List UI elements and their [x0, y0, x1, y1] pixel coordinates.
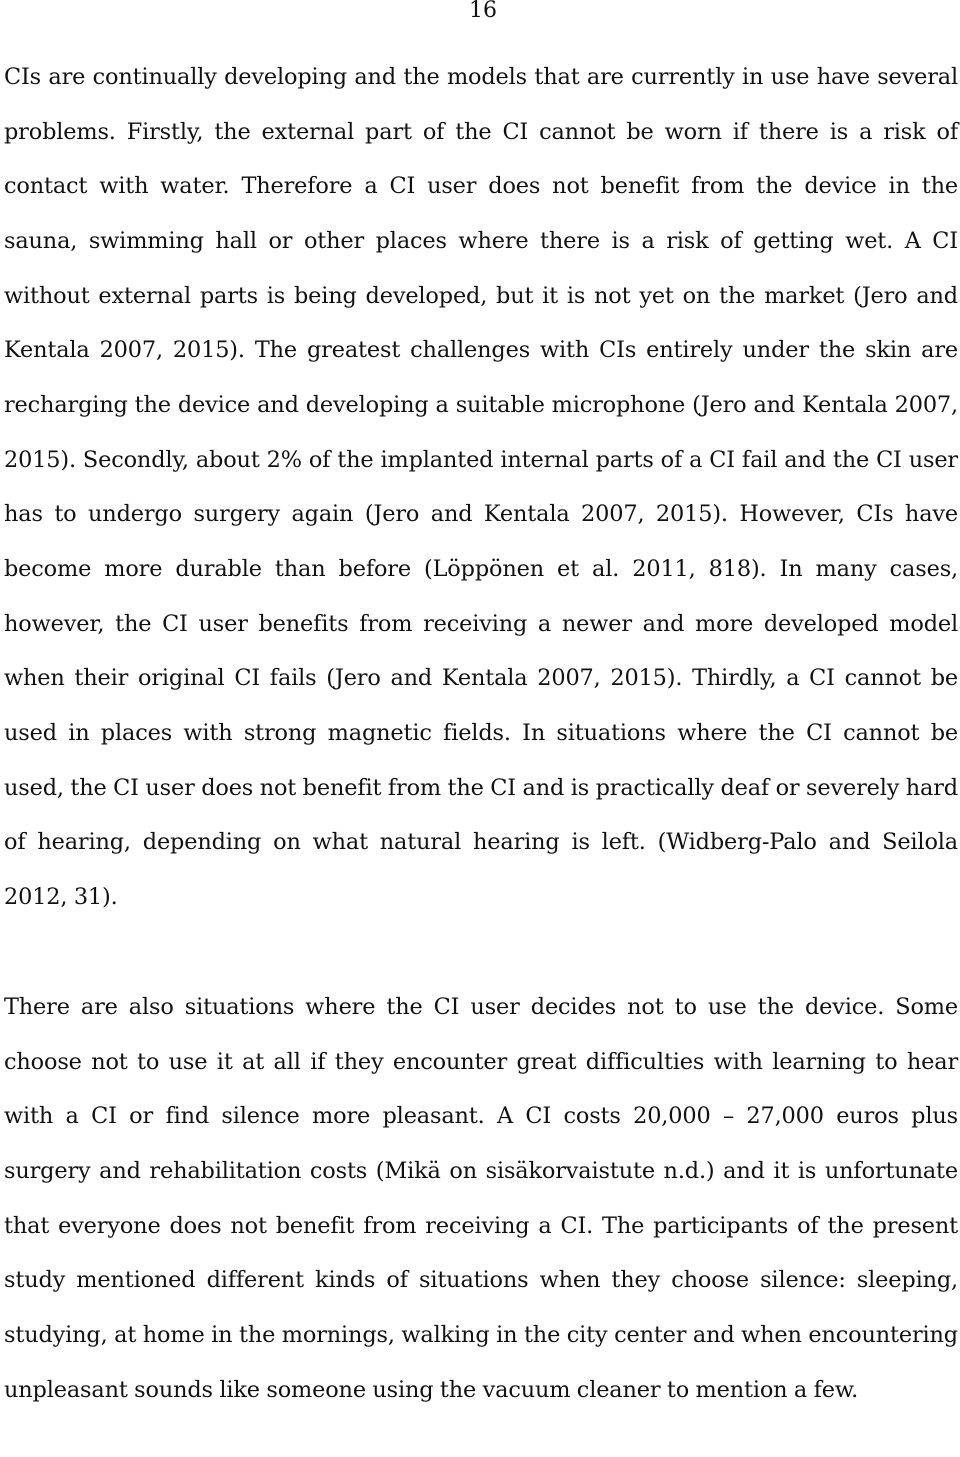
page-number: 16 [469, 0, 497, 23]
body-paragraph-1: CIs are continually developing and the models that are currently in use have several problems. Firstly, the external part of the CI cannot be worn if there is a risk of contact with water. Therefore a CI user does not benefit from the device in the sauna, swimming hall or other places where there is a risk of getting wet. A CI without external parts is being developed, but it is not yet on the market (Jero and Kentala 2007, 2015). The greatest challenges with CIs entirely under the skin are recharging the device and developing a suitable microphone (Jero and Kentala 2007, 2015). Secondly, about 2% of the implanted internal parts of a CI fail and the CI user has to undergo surgery again (Jero and Kentala 2007, 2015). However, CIs have become more durable than before (Löppönen et al. 2011, 818). In many cases, however, the CI user benefits from receiving a newer and more developed model when their original CI fails (Jero and Kentala 2007, 2015). Thirdly, a CI cannot be used in places with strong magnetic fields. In situations where the CI cannot be used, the CI user does not benefit from the CI and is practically deaf or severely hard of hearing, depending on what natural hearing is left. (Widberg-Palo and Seilola 2012, 31). [4, 64, 958, 910]
body-paragraph-2: There are also situations where the CI user decides not to use the device. Some choose not to use it at all if they encounter great difficulties with learning to hear with a CI or find silence more pleasant. A CI costs 20,000 – 27,000 euros plus surgery and rehabilitation costs (Mikä on sisäkorvaistute n.d.) and it is unfortunate that everyone does not benefit from receiving a CI. The participants of the present study mentioned different kinds of situations when they choose silence: sleeping, studying, at home in the mornings, walking in the city center and when encountering unpleasant sounds like someone using the vacuum cleaner to mention a few. [4, 994, 958, 1403]
